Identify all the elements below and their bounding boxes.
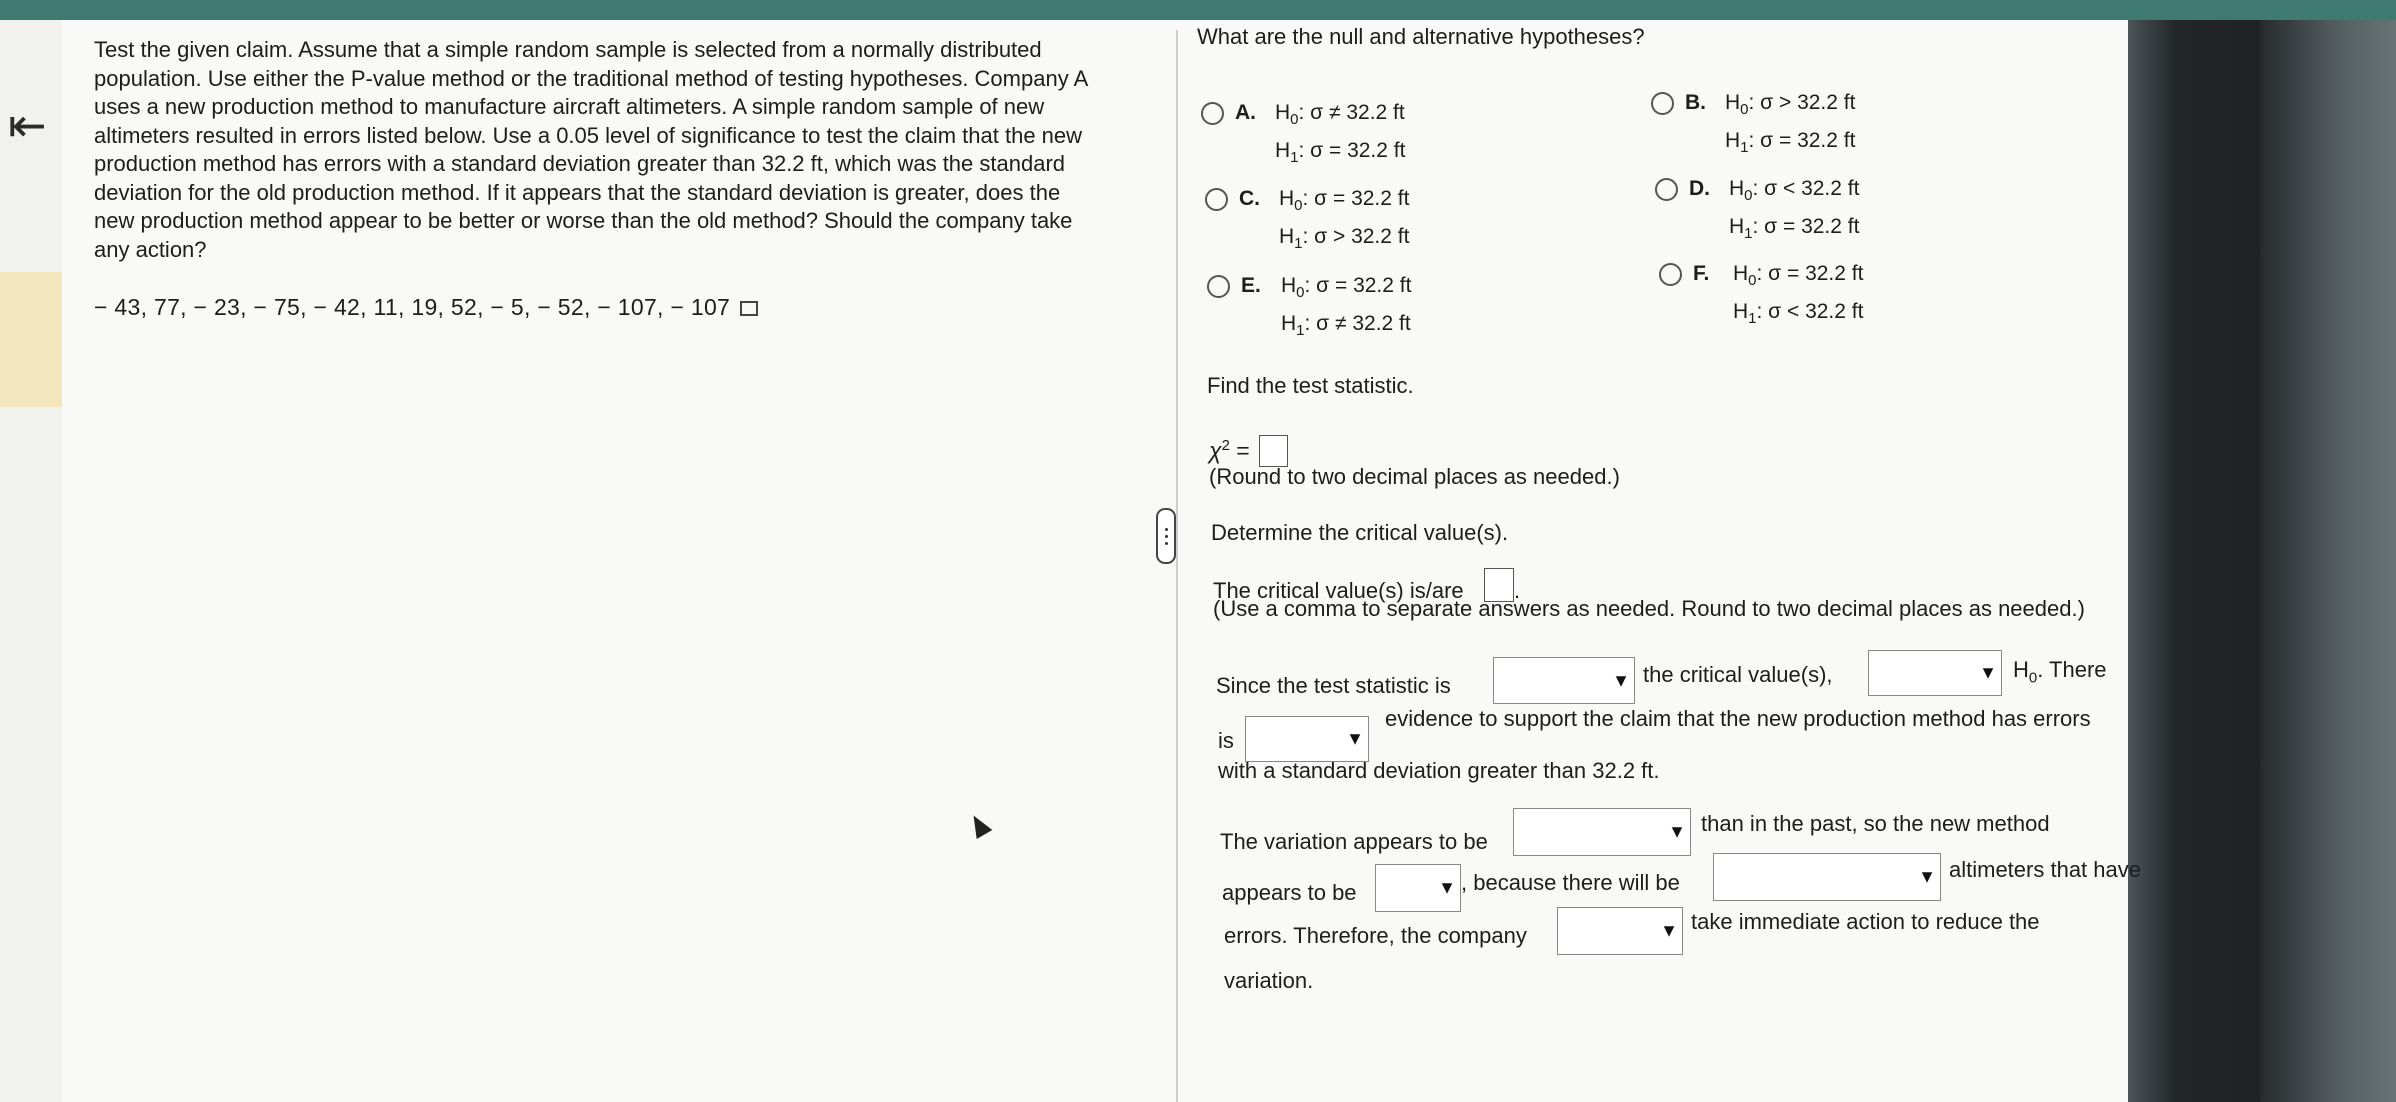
conclusion-text-3 bbox=[2013, 657, 2107, 686]
critical-note: (Use a comma to separate answers as needed. Round to two decimal places as needed.) bbox=[1213, 596, 2085, 621]
background-edge bbox=[2260, 20, 2396, 1102]
equals-sign: = bbox=[1229, 437, 1250, 464]
option-a[interactable] bbox=[1201, 97, 1461, 167]
variation-text-6: errors. Therefore, the company bbox=[1224, 923, 1527, 948]
action-dropdown[interactable] bbox=[1557, 907, 1683, 955]
option-label: A. bbox=[1235, 101, 1256, 124]
conclusion-text-2: the critical value(s), bbox=[1643, 662, 1833, 687]
h0-text: : σ = 32.2 ft bbox=[1756, 262, 1864, 285]
hypotheses-prompt: What are the null and alternative hypotheses? bbox=[1197, 24, 1645, 49]
h-subscript: 0 bbox=[2028, 669, 2038, 687]
dropdown-arrow-icon: ▼ bbox=[1668, 821, 1686, 842]
copy-data-icon[interactable] bbox=[740, 301, 758, 316]
option-label: C. bbox=[1239, 187, 1260, 210]
back-arrow-icon[interactable]: ⇤ bbox=[8, 99, 47, 151]
h0-text: : σ < 32.2 ft bbox=[1752, 177, 1860, 200]
altimeters-dropdown[interactable] bbox=[1713, 853, 1941, 901]
h0-text: : σ ≠ 32.2 ft bbox=[1298, 101, 1405, 124]
h1-text: : σ = 32.2 ft bbox=[1298, 139, 1406, 163]
data-values bbox=[94, 294, 758, 321]
option-c[interactable] bbox=[1205, 183, 1465, 253]
dropdown-arrow-icon: ▼ bbox=[1979, 662, 1997, 683]
test-statistic-input[interactable] bbox=[1259, 435, 1288, 467]
comparison-dropdown[interactable] bbox=[1493, 657, 1635, 704]
option-label: D. bbox=[1689, 177, 1710, 200]
radio-a[interactable] bbox=[1201, 102, 1224, 125]
data-list: − 43, 77, − 23, − 75, − 42, 11, 19, 52, − 5, − 52, − 107, − 107 bbox=[94, 294, 731, 320]
h-letter: H bbox=[2013, 657, 2029, 682]
variation-text-1: The variation appears to be bbox=[1220, 829, 1488, 854]
option-body: $H_0$: σ > 32.2 ft $H_1$: σ = 32.2 ft bbox=[1725, 91, 1856, 157]
chi-exponent: 2 bbox=[1221, 437, 1230, 454]
option-b[interactable] bbox=[1651, 87, 1911, 157]
test-statistic-prompt: Find the test statistic. bbox=[1207, 373, 1414, 398]
option-f[interactable] bbox=[1659, 258, 1919, 328]
h0-text: : σ = 32.2 ft bbox=[1302, 187, 1410, 210]
there-text: . There bbox=[2037, 657, 2107, 682]
dropdown-arrow-icon: ▼ bbox=[1918, 866, 1936, 887]
variation-text-8: variation. bbox=[1224, 968, 1314, 993]
panel-divider bbox=[1176, 30, 1178, 1102]
h0-text: : σ > 32.2 ft bbox=[1748, 91, 1856, 114]
conclusion-text-5: evidence to support the claim that the new production method has errors bbox=[1385, 706, 2091, 731]
option-body: $H_0$: σ < 32.2 ft $H_1$: σ = 32.2 ft bbox=[1729, 177, 1860, 243]
h1-text: : σ > 32.2 ft bbox=[1302, 225, 1410, 249]
h1-text: : σ = 32.2 ft bbox=[1752, 215, 1860, 239]
option-body: $H_0$: σ = 32.2 ft $H_1$: σ > 32.2 ft bbox=[1279, 187, 1410, 253]
top-band bbox=[0, 0, 2396, 20]
h0-text: : σ = 32.2 ft bbox=[1304, 274, 1412, 297]
period: . bbox=[1514, 578, 1521, 603]
option-body: $H_0$: σ = 32.2 ft $H_1$: σ ≠ 32.2 ft bbox=[1281, 274, 1412, 340]
variation-text-5: altimeters that have bbox=[1949, 857, 2141, 882]
reject-dropdown[interactable] bbox=[1868, 650, 2002, 696]
variation-text-4: , because there will be bbox=[1461, 870, 1680, 895]
better-worse-dropdown[interactable] bbox=[1375, 864, 1461, 912]
dropdown-arrow-icon: ▼ bbox=[1660, 920, 1678, 941]
variation-text-2: than in the past, so the new method bbox=[1701, 811, 2050, 836]
critical-prompt: Determine the critical value(s). bbox=[1211, 520, 1509, 545]
h1-text: : σ < 32.2 ft bbox=[1756, 300, 1864, 324]
option-label: F. bbox=[1693, 262, 1710, 285]
test-statistic-note: (Round to two decimal places as needed.) bbox=[1209, 464, 1620, 489]
conclusion-text-6: with a standard deviation greater than 32.2 ft. bbox=[1218, 758, 1660, 783]
option-label: B. bbox=[1685, 91, 1706, 114]
option-e[interactable] bbox=[1207, 270, 1467, 340]
left-sidebar bbox=[0, 20, 62, 1102]
dropdown-arrow-icon: ▼ bbox=[1438, 877, 1456, 898]
radio-d[interactable] bbox=[1655, 178, 1678, 201]
option-d[interactable] bbox=[1655, 173, 1915, 243]
h1-text: : σ = 32.2 ft bbox=[1748, 129, 1856, 153]
question-text: Test the given claim. Assume that a simple random sample is selected from a normally distributed population. Use either the P-value method or the traditional method of testing hypotheses. Company A uses a new production method to manufacture aircraft altimeters. A simple random sample of new altimeters resulted in errors listed below. Use a 0.05 level of significance to test the claim that the new production method has errors with a standard deviation greater than 32.2 ft, which was the standard deviation for the old production method. If it appears that the standard deviation is greater, does the new production method appear to be better or worse than the old method? Should the company take any action? bbox=[94, 37, 1088, 262]
critical-label: The critical value(s) is/are bbox=[1213, 578, 1464, 603]
variation-text-7: take immediate action to reduce the bbox=[1691, 909, 2040, 934]
variation-dropdown[interactable] bbox=[1513, 808, 1691, 856]
conclusion-text-1: Since the test statistic is bbox=[1216, 673, 1451, 698]
radio-b[interactable] bbox=[1651, 92, 1674, 115]
conclusion-text-4: is bbox=[1218, 728, 1234, 753]
option-body: $H_0$: σ ≠ 32.2 ft $H_1$: σ = 32.2 ft bbox=[1275, 101, 1406, 167]
radio-c[interactable] bbox=[1205, 188, 1228, 211]
dropdown-arrow-icon: ▼ bbox=[1612, 670, 1630, 690]
radio-f[interactable] bbox=[1659, 263, 1682, 286]
dropdown-arrow-icon: ▼ bbox=[1346, 728, 1364, 749]
radio-e[interactable] bbox=[1207, 275, 1230, 298]
resize-handle[interactable] bbox=[1156, 508, 1176, 564]
sidebar-highlight bbox=[0, 272, 62, 407]
h1-text: : σ ≠ 32.2 ft bbox=[1304, 312, 1411, 336]
option-body: $H_0$: σ = 32.2 ft $H_1$: σ < 32.2 ft bbox=[1733, 262, 1864, 328]
evidence-dropdown[interactable] bbox=[1245, 716, 1369, 762]
option-label: E. bbox=[1241, 274, 1261, 297]
variation-text-3: appears to be bbox=[1222, 880, 1357, 905]
chi-symbol: χ bbox=[1209, 437, 1222, 464]
chi-square-label bbox=[1209, 437, 1250, 465]
